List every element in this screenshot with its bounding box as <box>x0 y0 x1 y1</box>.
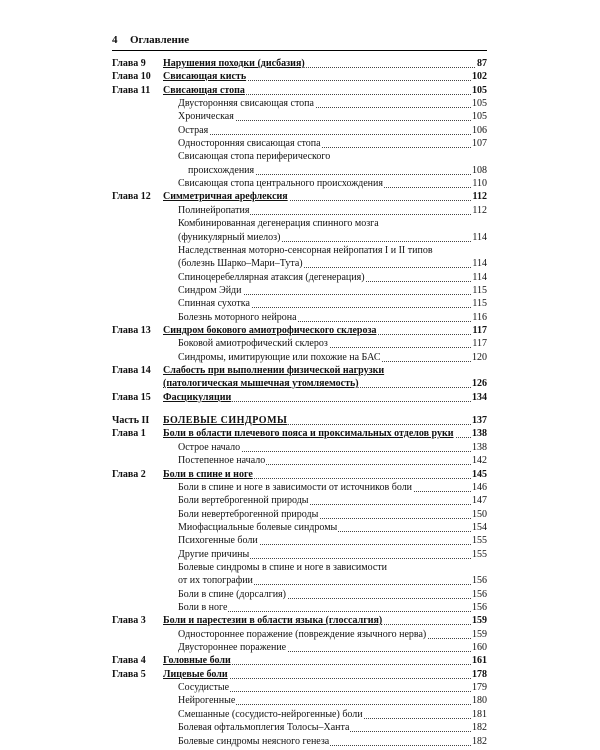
toc-entry-page: 155 <box>472 535 487 546</box>
toc-entry-page: 142 <box>472 455 487 466</box>
toc-entry-title: Боли невертеброгенной природы <box>178 509 319 520</box>
toc-entry-page: 159 <box>472 629 487 640</box>
toc-entry-page: 112 <box>472 205 487 216</box>
toc-entry-page: 147 <box>472 495 487 506</box>
toc-entry-page: 182 <box>472 722 487 733</box>
toc-entry-label: Глава 2 <box>112 469 146 480</box>
toc-entry <box>0 455 600 467</box>
toc-entry <box>0 125 600 137</box>
toc-entry-title: Двусторонняя свисающая стопа <box>178 98 314 109</box>
toc-entry-title: Боли в области плечевого пояса и проксимальных отделов руки <box>163 428 454 439</box>
toc-entry-page: 156 <box>472 589 487 600</box>
toc-entry-page: 134 <box>472 392 487 403</box>
toc-entry-title: Синдром бокового амиотрофического склероза <box>163 325 377 336</box>
toc-entry-title: Болевая офтальмоплегия Толосы–Ханта <box>178 722 350 733</box>
toc-entry-label: Глава 13 <box>112 325 151 336</box>
toc-entry-title: Комбинированная дегенерация спинного мозга <box>178 218 379 229</box>
toc-entry-label: Глава 4 <box>112 655 146 666</box>
toc-entry-title: Симметричная арефлексия <box>163 191 288 202</box>
toc-entry-page: 138 <box>472 442 487 453</box>
toc-entry-label: Глава 12 <box>112 191 151 202</box>
toc-entry-page: 110 <box>472 178 487 189</box>
toc-entry-title: Психогенные боли <box>178 535 258 546</box>
toc-entry-page: 120 <box>472 352 487 363</box>
toc-entry <box>0 98 600 110</box>
toc-entry-title: Нарушения походки (дисбазия) <box>163 58 305 69</box>
toc-entry <box>0 629 600 641</box>
toc-entry-page: 126 <box>472 378 487 389</box>
toc-entry-title: Спинная сухотка <box>178 298 250 309</box>
toc-entry-title: Наследственная моторно-сенсорная нейропатия I и II типов <box>178 245 433 256</box>
toc-entry <box>0 258 600 270</box>
toc-chapter-entry <box>0 392 600 404</box>
toc-entry-title: Боковой амиотрофический склероз <box>178 338 328 349</box>
toc-chapter-entry <box>0 415 600 427</box>
toc-entry <box>0 151 600 163</box>
toc-entry <box>0 495 600 507</box>
toc-entry-label: Глава 14 <box>112 365 151 376</box>
toc-entry-title: Болевые синдромы неясного генеза <box>178 736 330 747</box>
toc-entry <box>0 272 600 284</box>
toc-chapter-entry <box>0 85 600 97</box>
toc-entry-page: 182 <box>472 736 487 747</box>
toc-chapter-entry <box>0 325 600 337</box>
toc-entry <box>0 312 600 324</box>
toc-entry-title: от их топографии <box>178 575 253 586</box>
toc-entry <box>0 218 600 230</box>
toc-entry-title: Боли в спине и ноге в зависимости от источников боли <box>178 482 413 493</box>
toc-entry-title: (фуникулярный миелоз) <box>178 232 281 243</box>
toc-entry <box>0 722 600 734</box>
toc-entry-page: 105 <box>472 85 487 96</box>
toc-entry <box>0 535 600 547</box>
toc-entry-page: 117 <box>472 325 487 336</box>
toc-entry-label: Глава 15 <box>112 392 151 403</box>
toc-entry-label: Глава 1 <box>112 428 146 439</box>
running-title: Оглавление <box>130 34 190 46</box>
toc-chapter-entry <box>0 615 600 627</box>
toc-entry-page: 105 <box>472 111 487 122</box>
toc-entry-title: Свисающая стопа центрального происхождения <box>178 178 383 189</box>
toc-entry <box>0 232 600 244</box>
toc-entry-title: Болевые синдромы в спине и ноге в зависимости <box>178 562 387 573</box>
toc-entry-title: БОЛЕВЫЕ СИНДРОМЫ <box>163 415 288 426</box>
toc-entry-title: Сосудистые <box>178 682 230 693</box>
toc-entry-label: Часть II <box>112 415 150 426</box>
toc-entry-title: Свисающая кисть <box>163 71 247 82</box>
toc-entry-title: Смешанные (сосудисто-нейрогенные) боли <box>178 709 363 720</box>
page-number: 4 <box>112 34 118 46</box>
toc-entry <box>0 245 600 257</box>
toc-entry-title: Боли в спине и ноге <box>163 469 253 480</box>
toc-entry-page: 159 <box>472 615 487 626</box>
toc-entry-page: 114 <box>472 258 487 269</box>
toc-entry-title: Синдромы, имитирующие или похожие на БАС <box>178 352 381 363</box>
toc-entry-label: Глава 11 <box>112 85 151 96</box>
toc-chapter-entry <box>0 669 600 681</box>
toc-chapter-entry <box>0 71 600 83</box>
toc-entry-page: 155 <box>472 549 487 560</box>
toc-entry <box>0 205 600 217</box>
toc-entry-page: 161 <box>472 655 487 666</box>
toc-entry <box>0 165 600 177</box>
toc-entry-title: Свисающая стопа периферического <box>178 151 331 162</box>
toc-entry <box>0 111 600 123</box>
toc-entry-page: 137 <box>472 415 487 426</box>
toc-entry-title: (патологическая мышечная утомляемость) <box>163 378 359 389</box>
toc-entry-label: Глава 3 <box>112 615 146 626</box>
toc-entry-page: 106 <box>472 125 487 136</box>
toc-entry-page: 154 <box>472 522 487 533</box>
toc-entry-page: 87 <box>477 58 487 69</box>
toc-entry-title: Острое начало <box>178 442 241 453</box>
toc-entry-title: происхождения <box>188 165 255 176</box>
toc-entry-page: 145 <box>472 469 487 480</box>
toc-entry <box>0 178 600 190</box>
toc-entry-title: Синдром Эйди <box>178 285 242 296</box>
toc-entry <box>0 509 600 521</box>
toc-entry-page: 181 <box>472 709 487 720</box>
toc-chapter-entry <box>0 365 600 377</box>
toc-entry <box>0 482 600 494</box>
toc-entry <box>0 549 600 561</box>
toc-entry-title: Боли в спине (дорсалгия) <box>178 589 286 600</box>
toc-entry <box>0 522 600 534</box>
toc-entry-page: 116 <box>472 312 487 323</box>
toc-chapter-entry <box>0 428 600 440</box>
toc-entry-page: 112 <box>472 191 487 202</box>
toc-entry-page: 114 <box>472 272 487 283</box>
toc-entry-page: 156 <box>472 602 487 613</box>
toc-entry-title: Лицевые боли <box>163 669 228 680</box>
toc-entry-title: Одностороннее поражение (повреждение язычного нерва) <box>178 629 427 640</box>
toc-entry <box>0 602 600 614</box>
toc-entry-label: Глава 9 <box>112 58 146 69</box>
toc-entry-page: 146 <box>472 482 487 493</box>
toc-entry-page: 178 <box>472 669 487 680</box>
toc-entry-page: 108 <box>472 165 487 176</box>
toc-entry-title: Двустороннее поражение <box>178 642 287 653</box>
toc-entry-title: Хроническая <box>178 111 234 122</box>
toc-entry-title: Боли вертеброгенной природы <box>178 495 309 506</box>
toc-entry-label: Глава 10 <box>112 71 151 82</box>
toc-chapter-entry <box>0 655 600 667</box>
toc-entry <box>0 378 600 390</box>
toc-entry-title: Односторонняя свисающая стопа <box>178 138 321 149</box>
toc-entry-page: 117 <box>472 338 487 349</box>
toc-entry <box>0 642 600 654</box>
toc-entry <box>0 298 600 310</box>
toc-entry <box>0 442 600 454</box>
toc-entry-title: Острая <box>178 125 209 136</box>
toc-entry <box>0 352 600 364</box>
toc-entry-title: Головные боли <box>163 655 231 666</box>
toc-entry-page: 114 <box>472 232 487 243</box>
toc-entry-title: Миофасциальные болевые синдромы <box>178 522 338 533</box>
toc-entry-page: 105 <box>472 98 487 109</box>
toc-entry-title: Боли в ноге <box>178 602 228 613</box>
toc-entry <box>0 285 600 297</box>
toc-entry-page: 115 <box>472 285 487 296</box>
toc-entry-title: Фасцикуляции <box>163 392 232 403</box>
toc-entry-title: Нейрогенные <box>178 695 236 706</box>
toc-entry-title: (болезнь Шарко–Мари–Тута) <box>178 258 303 269</box>
toc-entry-title: Постепенное начало <box>178 455 266 466</box>
toc-entry-page: 180 <box>472 695 487 706</box>
toc-entry <box>0 575 600 587</box>
toc-entry-title: Слабость при выполнении физической нагрузки <box>163 365 385 376</box>
toc-entry <box>0 338 600 350</box>
toc-chapter-entry <box>0 191 600 203</box>
toc-entry <box>0 138 600 150</box>
toc-entry-title: Спиноцеребеллярная атаксия (дегенерация) <box>178 272 365 283</box>
toc-entry-page: 179 <box>472 682 487 693</box>
toc-entry <box>0 562 600 574</box>
toc-entry-page: 115 <box>472 298 487 309</box>
toc-chapter-entry <box>0 469 600 481</box>
toc-entry <box>0 736 600 748</box>
toc-entry-title: Свисающая стопа <box>163 85 245 96</box>
dot-leader <box>178 134 485 135</box>
toc-entry-page: 138 <box>472 428 487 439</box>
toc-entry-title: Другие причины <box>178 549 250 560</box>
toc-entry-page: 107 <box>472 138 487 149</box>
toc-entry-label: Глава 5 <box>112 669 146 680</box>
toc-entry <box>0 682 600 694</box>
toc-entry-title: Боли и парестезии в области языка (глоссалгия) <box>163 615 383 626</box>
toc-entry-page: 150 <box>472 509 487 520</box>
toc-entry <box>0 695 600 707</box>
toc-entry <box>0 709 600 721</box>
toc-entry-page: 160 <box>472 642 487 653</box>
toc-entry-page: 156 <box>472 575 487 586</box>
toc-entry <box>0 589 600 601</box>
toc-entry-title: Болезнь моторного нейрона <box>178 312 297 323</box>
toc-entry-page: 102 <box>472 71 487 82</box>
toc-chapter-entry <box>0 58 600 70</box>
toc-entry-title: Полинейропатия <box>178 205 250 216</box>
